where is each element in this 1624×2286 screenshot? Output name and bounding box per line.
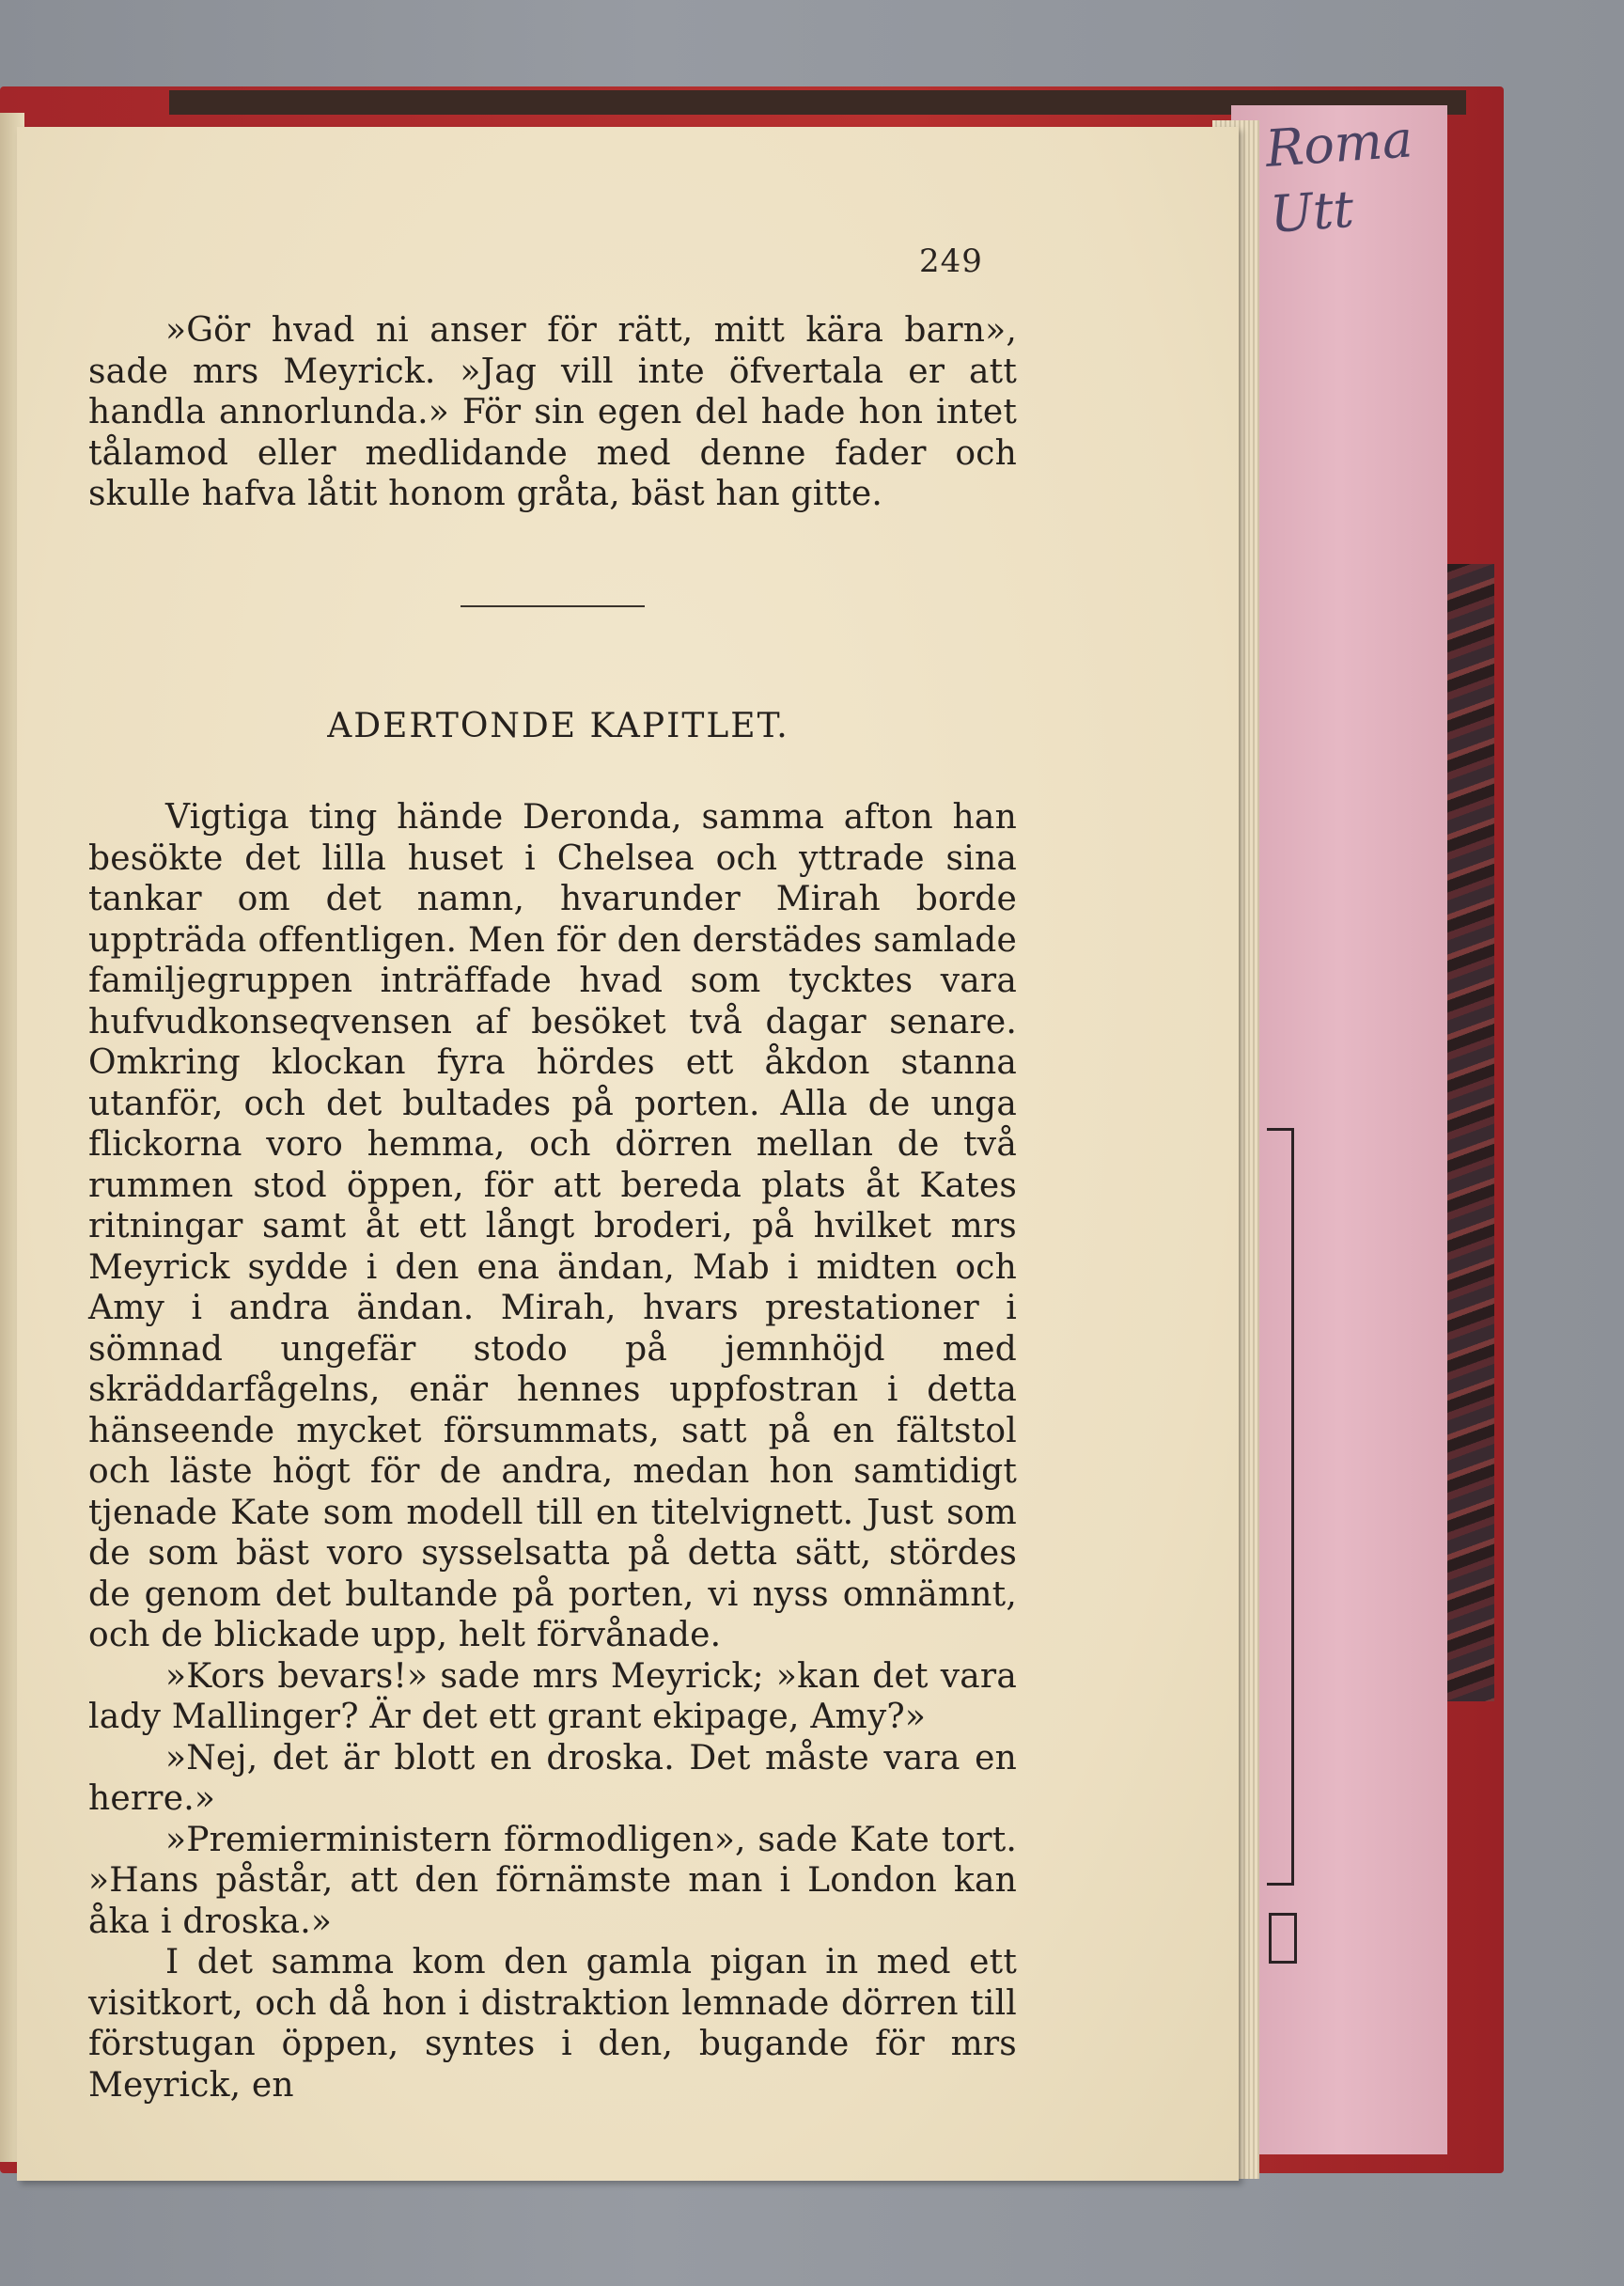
opening-paragraph: »Gör hvad ni anser för rätt, mitt kära barn», sade mrs Meyrick. »Jag vill inte öfvertala er att handla annorlunda.» För sin egen del hade hon intet tålamod eller medlidande med denne fader och skulle hafva låtit honom gråta, bäst han gitte.: [88, 311, 1017, 513]
paragraph: Vigtiga ting hände Deronda, samma afton han besökte det lilla huset i Chelsea och yttrade sina tankar om det namn, hvarunder Mirah borde uppträda offentligen. Men för den derstädes samlade familjegruppen inträffade hvad som tycktes vara hufvudkonseqvensen af besöket två dagar senare. Omkring klockan fyra hördes ett åkdon stanna utanför, och det bultades på porten. Alla de unga flickorna voro hemma, och dörren mellan de två rummen stod öppen, för att bereda plats åt Kates ritningar samt åt ett långt broderi, på hvilket mrs Meyrick sydde i den ena ändan, Mab i midten och Amy i andra ändan. Mirah, hvars prestationer i sömnad ungefär stodo på jemnhöjd med skräddarfågelns, enär hennes uppfostran i detta hänseende mycket försummats, satt på en fältstol och läste högt för de andra, medan hon samtidigt tjenade Kate som modell till en titelvignett. Just som de som bäst voro sysselsatta på detta sätt, stördes de genom det bultande på porten, vi nyss omnämnt, och de blickade upp, helt förvånade.: [88, 798, 1017, 1654]
paragraph: I det samma kom den gamla pigan in med ett visitkort, och då hon i distraktion lemnade dörren till förstugan öppen, syntes i den, bugande för mrs Meyrick, en: [88, 1943, 1017, 2105]
section-separator: [461, 605, 645, 607]
chapter-text-block: [88, 797, 1017, 2106]
pink-insert-sheet: [1231, 105, 1447, 2154]
pink-sheet-frame: [1267, 1128, 1294, 1886]
chapter-heading: ADERTONDE KAPITLET.: [327, 707, 789, 745]
paragraph: »Premierministern förmodligen», sade Kate tort. »Hans påstår, att den förnämste man i London kan åka i droska.»: [88, 1820, 1017, 1941]
page-number: 249: [919, 243, 983, 280]
paragraph: »Nej, det är blott en droska. Det måste vara en herre.»: [88, 1738, 1017, 1818]
handwritten-margin-note: Roma Utt: [1263, 109, 1415, 244]
pink-sheet-checkbox: [1269, 1913, 1297, 1964]
opening-text-block: [88, 310, 1017, 515]
paragraph: »Kors bevars!» sade mrs Meyrick; »kan det vara lady Mallinger? Är det ett grant ekipage, Amy?»: [88, 1656, 1017, 1736]
